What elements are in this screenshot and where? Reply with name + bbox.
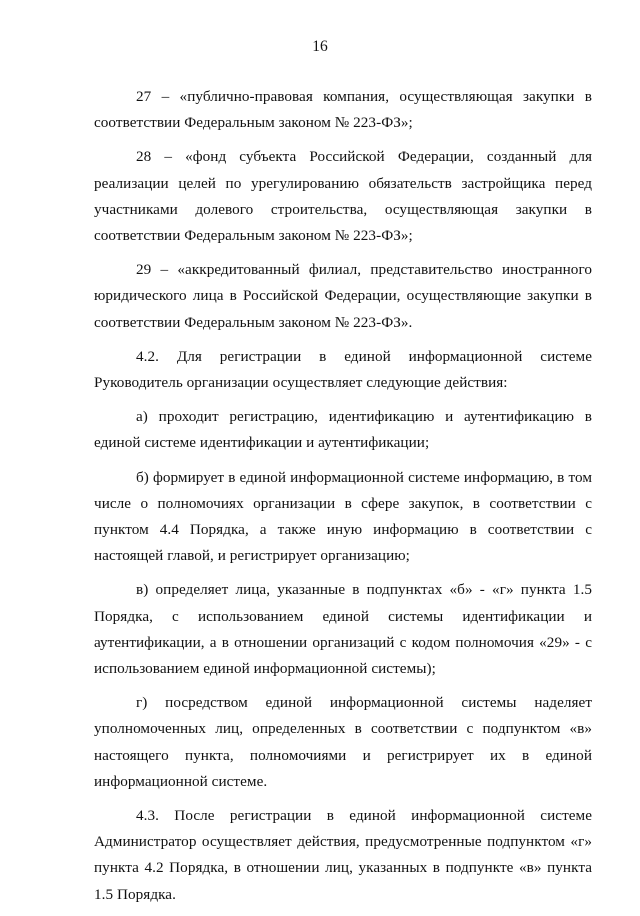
paragraph-section-4-2: 4.2. Для регистрации в единой информационной системе Руководитель организации осуществляет следующие действия: [94, 347, 592, 392]
paragraph-subitem-b: б) формирует в единой информационной системе информацию, в том числе о полномочиях организации в сфере закупок, в соответствии с пунктом 4.4 Порядка, а также иную информацию в соответствии с настоящей главой, и регистрирует организацию; [94, 468, 592, 565]
paragraph-item-27: 27 – «публично-правовая компания, осуществляющая закупки в соответствии Федеральным законом № 223-ФЗ»; [94, 88, 592, 132]
paragraph-item-29: 29 – «аккредитованный филиал, представительство иностранного юридического лица в Российской Федерации, осуществляющие закупки в соответствии Федеральным законом № 223-ФЗ». [94, 261, 592, 331]
document-body [94, 84, 592, 916]
paragraph-item-28: 28 – «фонд субъекта Российской Федерации, созданный для реализации целей по урегулированию обязательств застройщика перед участниками долевого строительства, осуществляющая закупки в соответствии Федеральным законом № 223-ФЗ»; [94, 148, 592, 245]
paragraph-subitem-a: а) проходит регистрацию, идентификацию и аутентификацию в единой системе идентификации и аутентификации; [94, 408, 592, 452]
paragraph-subitem-v: в) определяет лица, указанные в подпунктах «б» - «г» пункта 1.5 Порядка, с использованием единой системы идентификации и аутентификации, а в отношении организаций с кодом полномочия «29» - с использованием единой информационной системы); [94, 581, 592, 678]
paragraph-section-4-3: 4.3. После регистрации в единой информационной системе Администратор осуществляет действия, предусмотренные подпунктом «г» пункта 4.2 Порядка, в отношении лиц, указанных в подпункте «в» пункта 1.5 Порядка. [94, 807, 592, 903]
page-number: 16 [312, 38, 328, 55]
paragraph-subitem-g: г) посредством единой информационной системы наделяет уполномоченных лиц, определенных в соответствии с подпунктом «в» настоящего пункта, полномочиями и регистрирует их в единой информационной системе. [94, 694, 592, 790]
